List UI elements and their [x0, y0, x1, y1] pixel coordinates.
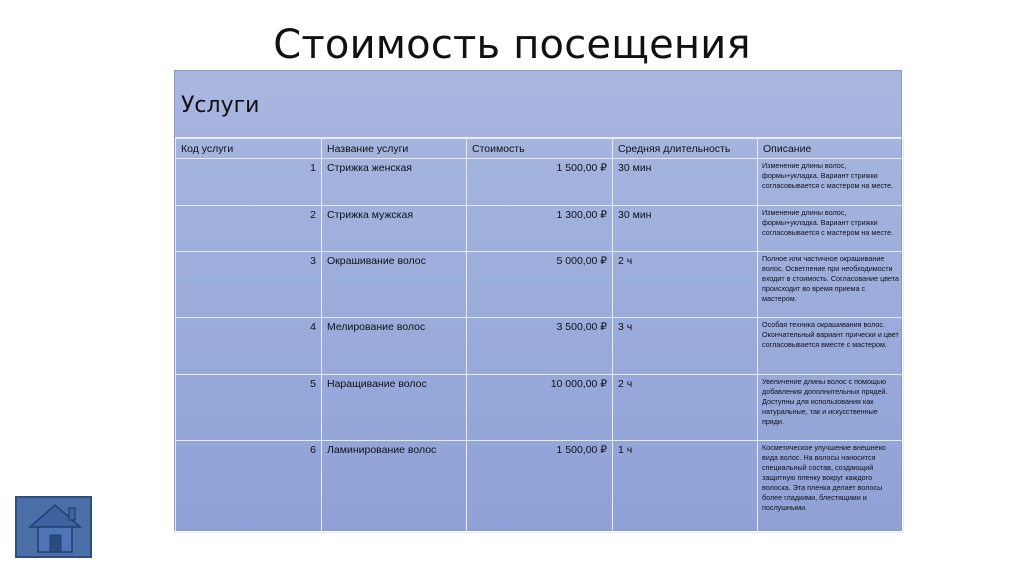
- cell-code: 2: [176, 206, 322, 252]
- services-table: [174, 70, 902, 531]
- cell-duration: 2 ч: [613, 252, 758, 318]
- cell-name: Мелирование волос: [322, 318, 467, 375]
- cell-price: 1 300,00 ₽: [467, 206, 613, 252]
- header-description: Описание: [758, 139, 904, 159]
- cell-duration: 3 ч: [613, 318, 758, 375]
- page-title: Стоимость посещения: [273, 22, 751, 68]
- cell-code: 3: [176, 252, 322, 318]
- table-row: [176, 206, 904, 252]
- home-icon: [17, 498, 94, 560]
- cell-name: Наращивание волос: [322, 375, 467, 441]
- table-row: [176, 252, 904, 318]
- cell-name: Стрижка мужская: [322, 206, 467, 252]
- cell-price: 3 500,00 ₽: [467, 318, 613, 375]
- cell-price: 10 000,00 ₽: [467, 375, 613, 441]
- header-code: Код услуги: [176, 139, 322, 159]
- cell-description: Изменение длины волос, формы+укладка. Вариант стрижки согласовывается с мастером на месте.: [758, 206, 904, 252]
- header-duration: Средняя длительность: [613, 139, 758, 159]
- table-caption: Услуги: [175, 71, 901, 138]
- cell-duration: 2 ч: [613, 375, 758, 441]
- cell-description: Изменение длины волос, формы+укладка. Вариант стрижки согласовывается с мастером на месте.: [758, 159, 904, 206]
- cell-description: Косметическое улучшение внешнеко вида волос. На волосы наносится специальный состав, создающий защитную пленку вокруг каждого волоска. Эта пленка делает волосы более гладкими, блестящими и послушными.: [758, 441, 904, 533]
- cell-code: 6: [176, 441, 322, 533]
- cell-code: 5: [176, 375, 322, 441]
- table-row: [176, 441, 904, 533]
- cell-description: Увеличение длины волос с помощью добавления дополнительных прядей. Доступны для использования как натуральные, так и искусственные пряди.: [758, 375, 904, 441]
- cell-name: Ламинирование волос: [322, 441, 467, 533]
- table-row: [176, 318, 904, 375]
- cell-code: 4: [176, 318, 322, 375]
- cell-price: 5 000,00 ₽: [467, 252, 613, 318]
- table-row: [176, 159, 904, 206]
- cell-description: Особая техника окрашивания волос. Окончательный вариант прически и цвет согласовывается вместе с мастером.: [758, 318, 904, 375]
- cell-duration: 1 ч: [613, 441, 758, 533]
- cell-description: Полное или частичное окрашивание волос. Осветление при необходимости входит в стоимость. Согласование цвета происходит во время приема с мастером.: [758, 252, 904, 318]
- cell-duration: 30 мин: [613, 206, 758, 252]
- cell-name: Окрашивание волос: [322, 252, 467, 318]
- table-header-row: [176, 139, 904, 159]
- table-row: [176, 375, 904, 441]
- header-price: Стоимость: [467, 139, 613, 159]
- cell-name: Стрижка женская: [322, 159, 467, 206]
- cell-code: 1: [176, 159, 322, 206]
- cell-price: 1 500,00 ₽: [467, 159, 613, 206]
- home-button[interactable]: [15, 496, 92, 558]
- header-name: Название услуги: [322, 139, 467, 159]
- cell-price: 1 500,00 ₽: [467, 441, 613, 533]
- cell-duration: 30 мин: [613, 159, 758, 206]
